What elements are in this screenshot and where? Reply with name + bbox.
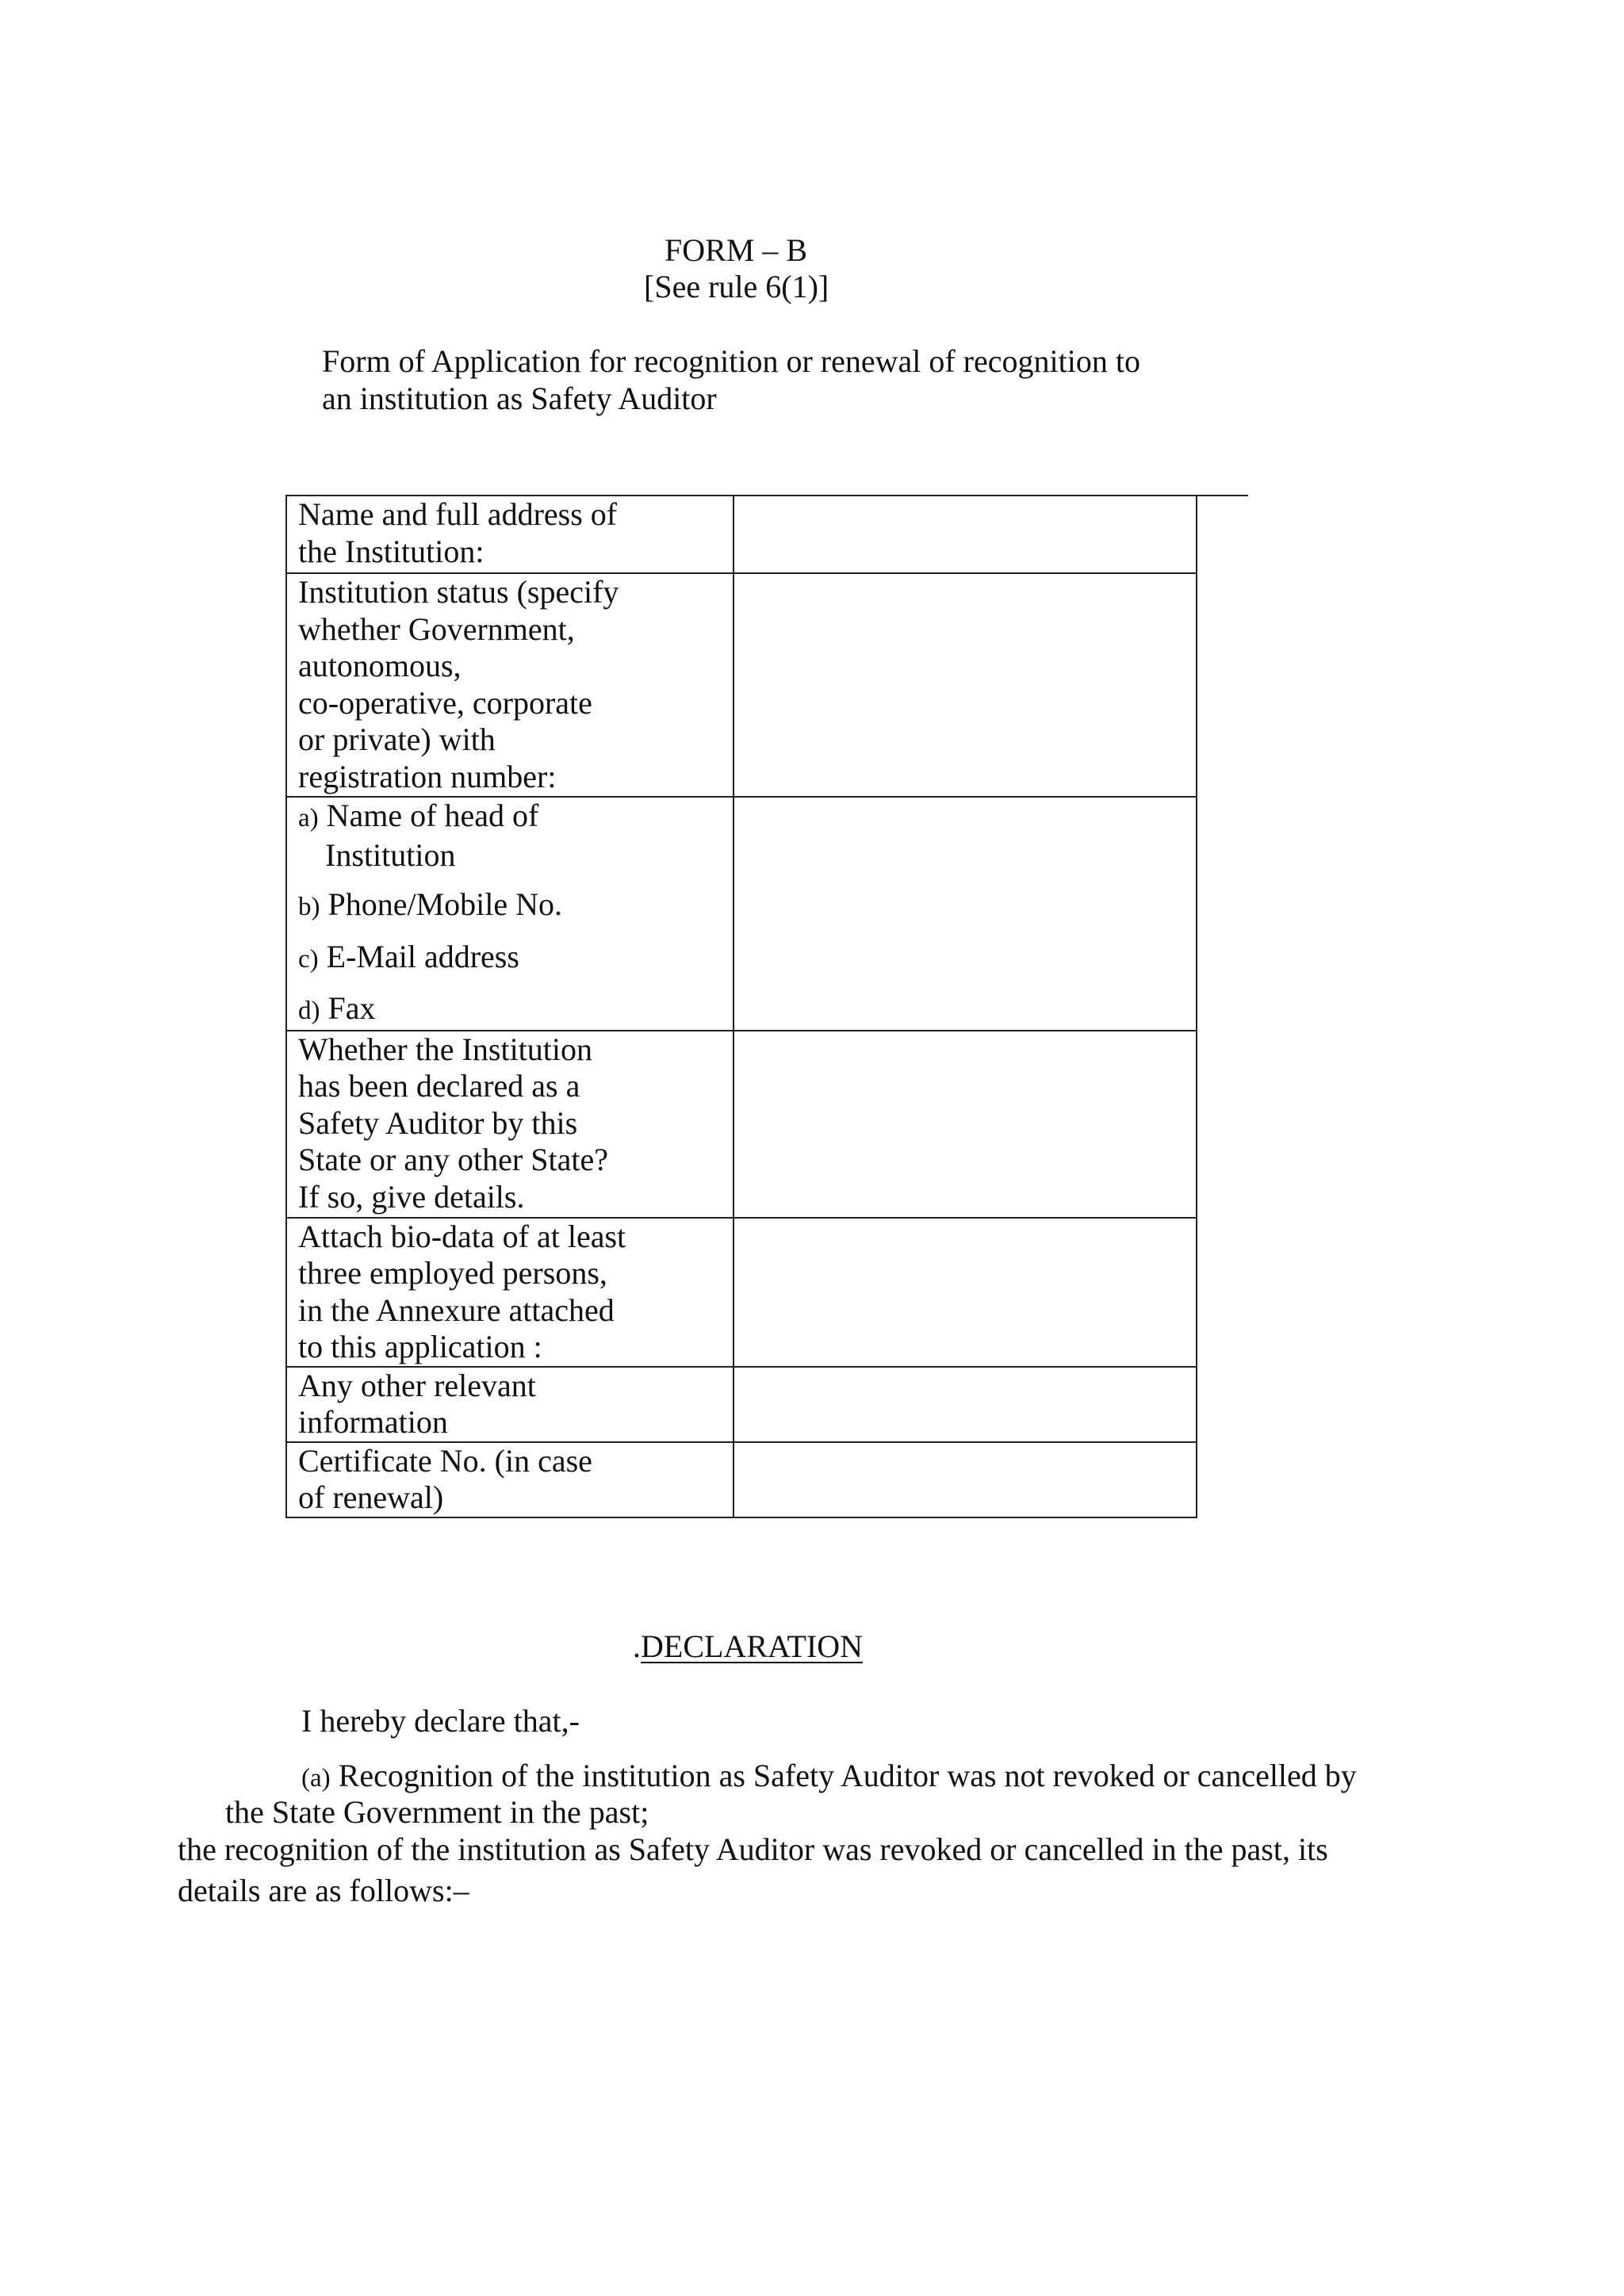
- item-b: [298, 886, 733, 926]
- item-d: [298, 990, 733, 1030]
- label-line: autonomous,: [298, 648, 462, 683]
- declaration-paragraph-line-2: details are as follows:–: [178, 1873, 469, 1908]
- label-head-contact: [286, 797, 733, 1031]
- label-line: Institution status (specify: [298, 574, 619, 610]
- item-text: Fax: [327, 990, 376, 1026]
- item-a-continuation: Institution: [325, 836, 456, 873]
- label-line: State or any other State?: [298, 1142, 608, 1177]
- label-line: co-operative, corporate: [298, 684, 592, 721]
- item-marker: a): [298, 804, 319, 832]
- table-row-institution-status: [286, 573, 1197, 797]
- item-marker: (a): [301, 1764, 331, 1793]
- value-certificate-no[interactable]: [733, 1442, 1197, 1517]
- item-marker: c): [298, 944, 319, 974]
- form-subtitle-line-2: an institution as Safety Auditor: [322, 381, 717, 416]
- declaration-item-a-line-2: the State Government in the past;: [225, 1794, 649, 1830]
- value-declared-auditor[interactable]: [733, 1031, 1197, 1218]
- table-row-bio-data: [286, 1218, 1197, 1367]
- label-line: Any other relevant: [298, 1367, 536, 1403]
- top-rule-extension: [1197, 495, 1248, 496]
- table-row-name-address: [286, 496, 1197, 573]
- label-line: of renewal): [298, 1479, 444, 1515]
- label-line: Whether the Institution: [298, 1031, 593, 1067]
- item-text: Phone/Mobile No.: [327, 886, 563, 922]
- table-row-declared-auditor: [286, 1031, 1197, 1218]
- label-line: information: [298, 1404, 448, 1440]
- item-text: Recognition of the institution as Safety Auditor was not revoked or cancelled by: [338, 1758, 1357, 1793]
- declaration-heading: [633, 1628, 863, 1665]
- label-line: three employed persons,: [298, 1255, 607, 1291]
- label-other-info: [286, 1367, 733, 1442]
- declaration-title: DECLARATION: [641, 1628, 863, 1664]
- label-declared-auditor: [286, 1031, 733, 1218]
- label-line: or private) with: [298, 721, 496, 757]
- item-c: [298, 939, 733, 978]
- table-row-head-contact: [286, 797, 1197, 1031]
- form-subtitle-line-1: Form of Application for recognition or renewal of recognition to: [322, 343, 1140, 379]
- spacer: [298, 926, 733, 939]
- label-line: has been declared as a: [298, 1068, 580, 1104]
- declaration-item-a-line-1: [301, 1758, 1357, 1797]
- label-name-address: [286, 496, 733, 573]
- label-certificate-no: [286, 1442, 733, 1517]
- item-text: E-Mail address: [326, 938, 519, 974]
- spacer: [298, 978, 733, 990]
- declaration-prefix: .: [633, 1628, 641, 1664]
- label-institution-status: [286, 573, 733, 797]
- label-line: Attach bio-data of at least: [298, 1218, 626, 1254]
- label-line: whether Government,: [298, 610, 575, 647]
- label-line: Name and full address of: [298, 496, 618, 532]
- table-row-other-info: [286, 1367, 1197, 1442]
- rule-reference: [See rule 6(1)]: [644, 269, 829, 304]
- application-form-table: [285, 495, 1197, 1518]
- item-marker: d): [298, 997, 320, 1025]
- spacer: [298, 874, 733, 886]
- label-bio-data: [286, 1218, 733, 1367]
- value-other-info[interactable]: [733, 1367, 1197, 1442]
- label-line: Safety Auditor by this: [298, 1104, 578, 1141]
- value-head-contact[interactable]: [733, 797, 1197, 1031]
- declaration-paragraph-line-1: the recognition of the institution as Safety Auditor was revoked or cancelled in the past, its: [178, 1831, 1328, 1867]
- value-name-address[interactable]: [733, 496, 1197, 573]
- label-line: If so, give details.: [298, 1178, 525, 1215]
- label-line: to this application :: [298, 1329, 542, 1364]
- label-line: Certificate No. (in case: [298, 1442, 592, 1479]
- value-institution-status[interactable]: [733, 573, 1197, 797]
- label-line: registration number:: [298, 758, 557, 794]
- value-bio-data[interactable]: [733, 1218, 1197, 1367]
- table-row-certificate-no: [286, 1442, 1197, 1517]
- item-marker: b): [298, 893, 320, 921]
- declaration-intro: I hereby declare that,-: [301, 1703, 580, 1739]
- item-text: Name of head of: [326, 798, 539, 833]
- form-title: FORM – B: [665, 232, 808, 268]
- label-line: the Institution:: [298, 533, 485, 569]
- item-a: [298, 798, 733, 837]
- label-line: in the Annexure attached: [298, 1292, 615, 1328]
